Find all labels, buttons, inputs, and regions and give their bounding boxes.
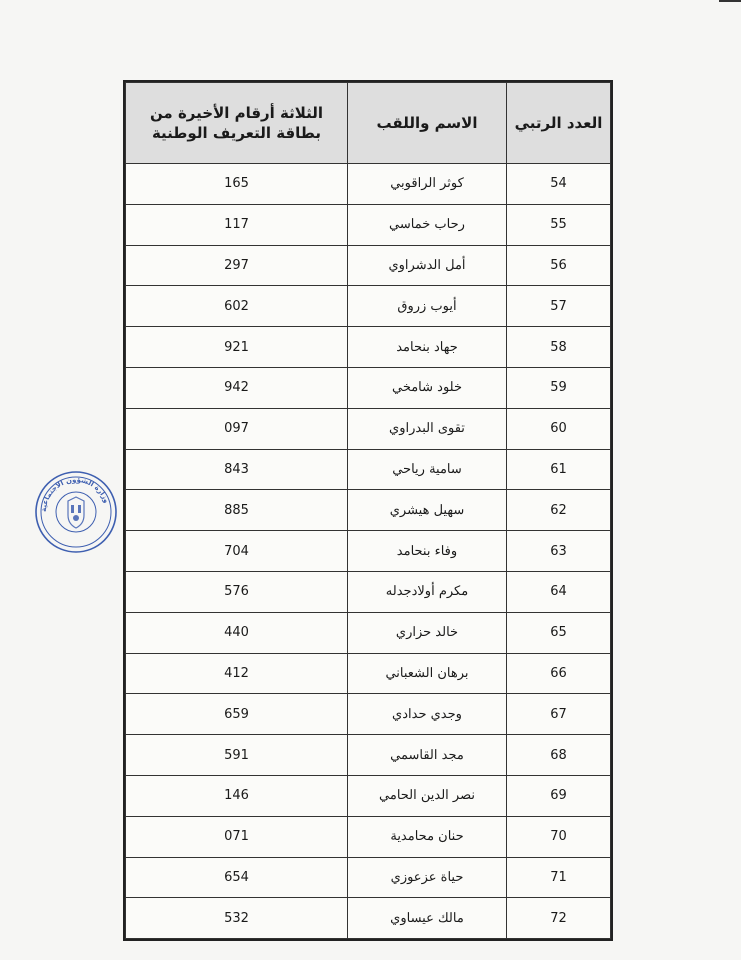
- row-id-digits: 704: [126, 531, 348, 572]
- table-row: [126, 286, 611, 327]
- row-id-digits: 071: [126, 816, 348, 857]
- row-number: 63: [507, 531, 611, 572]
- row-id-digits: 440: [126, 612, 348, 653]
- table-row: [126, 775, 611, 816]
- row-number: 66: [507, 653, 611, 694]
- table-row: [126, 694, 611, 735]
- row-number: 54: [507, 164, 611, 205]
- row-name: نصر الدين الحامي: [348, 775, 507, 816]
- row-name: رحاب خماسي: [348, 204, 507, 245]
- row-name: وجدي حدادي: [348, 694, 507, 735]
- table-row: [126, 449, 611, 490]
- row-id-digits: 654: [126, 857, 348, 898]
- row-name: برهان الشعباني: [348, 653, 507, 694]
- table-row: [126, 327, 611, 368]
- table-row: [126, 816, 611, 857]
- row-name: سامية رياحي: [348, 449, 507, 490]
- row-name: خالد حزاري: [348, 612, 507, 653]
- row-name: أيوب زروق: [348, 286, 507, 327]
- row-id-digits: 942: [126, 367, 348, 408]
- row-id-digits: 165: [126, 164, 348, 205]
- table-row: [126, 898, 611, 939]
- row-id-digits: 659: [126, 694, 348, 735]
- table-row: [126, 245, 611, 286]
- table-row: [126, 653, 611, 694]
- row-name: حنان محامدية: [348, 816, 507, 857]
- row-number: 65: [507, 612, 611, 653]
- table-row: [126, 408, 611, 449]
- row-name: سهيل هيشري: [348, 490, 507, 531]
- row-number: 59: [507, 367, 611, 408]
- row-name: خلود شامخي: [348, 367, 507, 408]
- row-number: 60: [507, 408, 611, 449]
- row-id-digits: 532: [126, 898, 348, 939]
- table-row: [126, 204, 611, 245]
- table-row: [126, 735, 611, 776]
- row-name: مالك عيساوي: [348, 898, 507, 939]
- row-id-digits: 146: [126, 775, 348, 816]
- table-row: [126, 490, 611, 531]
- results-table: [125, 82, 611, 939]
- row-number: 68: [507, 735, 611, 776]
- row-name: وفاء بنحامد: [348, 531, 507, 572]
- row-number: 57: [507, 286, 611, 327]
- row-number: 55: [507, 204, 611, 245]
- scan-edge-mark: [719, 0, 741, 2]
- table-row: [126, 367, 611, 408]
- header-number: العدد الرتبي: [507, 83, 611, 164]
- row-id-digits: 885: [126, 490, 348, 531]
- row-number: 64: [507, 571, 611, 612]
- row-id-digits: 921: [126, 327, 348, 368]
- row-name: جهاد بنحامد: [348, 327, 507, 368]
- row-id-digits: 117: [126, 204, 348, 245]
- row-name: كوثر الراقوبي: [348, 164, 507, 205]
- row-id-digits: 843: [126, 449, 348, 490]
- row-number: 70: [507, 816, 611, 857]
- row-name: مجد القاسمي: [348, 735, 507, 776]
- table-header-row: [126, 83, 611, 164]
- row-number: 67: [507, 694, 611, 735]
- results-table-container: [123, 80, 613, 941]
- header-id-digits: الثلاثة أرقام الأخيرة من بطاقة التعريف الوطنية: [126, 83, 348, 164]
- row-id-digits: 576: [126, 571, 348, 612]
- row-name: أمل الدشراوي: [348, 245, 507, 286]
- row-id-digits: 412: [126, 653, 348, 694]
- row-name: مكرم أولادجدله: [348, 571, 507, 612]
- row-id-digits: 602: [126, 286, 348, 327]
- row-number: 58: [507, 327, 611, 368]
- header-name: الاسم واللقب: [348, 83, 507, 164]
- row-name: حياة عزعوزي: [348, 857, 507, 898]
- row-number: 71: [507, 857, 611, 898]
- row-number: 61: [507, 449, 611, 490]
- table-row: [126, 857, 611, 898]
- table-row: [126, 571, 611, 612]
- row-number: 56: [507, 245, 611, 286]
- row-id-digits: 097: [126, 408, 348, 449]
- official-stamp: [34, 470, 118, 554]
- row-name: تقوى البدراوي: [348, 408, 507, 449]
- row-number: 62: [507, 490, 611, 531]
- row-number: 69: [507, 775, 611, 816]
- row-number: 72: [507, 898, 611, 939]
- table-row: [126, 164, 611, 205]
- table-row: [126, 612, 611, 653]
- stamp-lettering: وزارة الشؤون الاجتماعية: [39, 475, 111, 513]
- table-row: [126, 531, 611, 572]
- row-id-digits: 591: [126, 735, 348, 776]
- row-id-digits: 297: [126, 245, 348, 286]
